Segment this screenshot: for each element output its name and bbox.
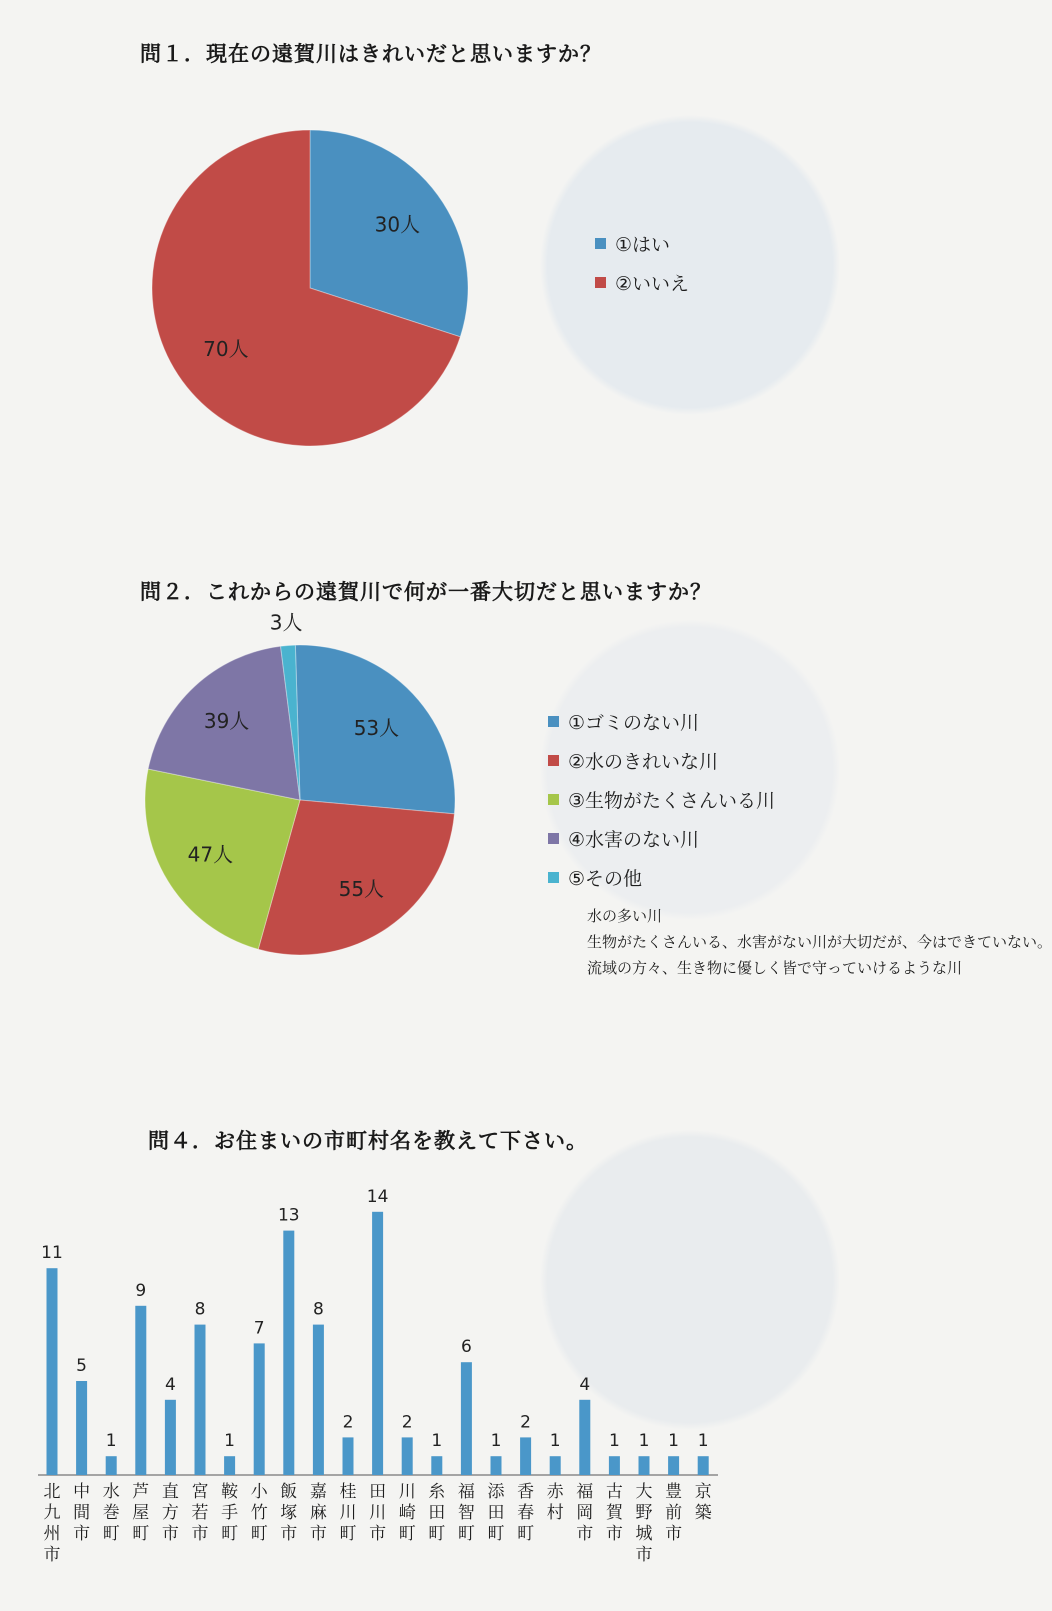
legend-swatch [548, 716, 559, 727]
bar-value-label: 1 [224, 1431, 236, 1452]
category-label: 飯塚市 [280, 1482, 298, 1544]
category-label: 嘉麻市 [309, 1482, 327, 1544]
pie-data-label: 47人 [187, 842, 234, 867]
bar [165, 1400, 176, 1475]
category-label: 田川市 [369, 1482, 387, 1544]
category-label: 北九州市 [43, 1482, 61, 1565]
legend-swatch [548, 794, 559, 805]
bar-value-label: 4 [579, 1374, 591, 1395]
bar [372, 1212, 383, 1475]
pie-data-label: 55人 [338, 876, 385, 901]
category-label: 香春町 [517, 1482, 535, 1544]
legend-item [548, 702, 775, 741]
legend-item [548, 780, 775, 819]
category-label: 直方市 [161, 1482, 179, 1544]
legend-label: ④水害のない川 [568, 829, 700, 851]
bar-value-label: 7 [253, 1318, 265, 1339]
legend-item [548, 819, 775, 858]
bar [195, 1325, 206, 1475]
legend-swatch [548, 755, 559, 766]
bar [431, 1456, 442, 1475]
legend-swatch [548, 872, 559, 883]
q1-legend [595, 224, 689, 302]
category-label: 京築 [694, 1482, 712, 1523]
bar [224, 1456, 235, 1475]
legend-swatch [548, 833, 559, 844]
bar [579, 1400, 590, 1475]
bar-value-label: 5 [76, 1356, 88, 1376]
bar [668, 1456, 679, 1475]
bar [550, 1456, 561, 1475]
legend-swatch [595, 277, 606, 288]
category-label: 桂川町 [339, 1482, 357, 1544]
bar-value-label: 1 [549, 1431, 561, 1452]
bar-value-label: 2 [520, 1412, 532, 1433]
legend-label: ②水のきれいな川 [568, 751, 719, 773]
bar-value-label: 1 [105, 1431, 117, 1452]
category-label: 糸田町 [428, 1482, 446, 1544]
category-label: 大野城市 [635, 1482, 653, 1565]
bar-value-label: 2 [342, 1412, 354, 1433]
q1-pie-chart [140, 118, 480, 458]
category-label: 川崎町 [398, 1482, 416, 1544]
other-note: 水の多い川 [587, 907, 663, 925]
q2-legend [548, 702, 775, 897]
legend-label: ②いいえ [615, 273, 690, 295]
bar-value-label: 1 [431, 1431, 443, 1452]
pie-data-label: 3人 [269, 610, 303, 635]
category-label: 添田町 [487, 1482, 505, 1544]
bar [76, 1381, 87, 1475]
bar-value-label: 1 [608, 1431, 620, 1452]
bar-value-label: 6 [460, 1337, 472, 1358]
pie-data-label: 70人 [203, 337, 249, 362]
bar-value-label: 9 [135, 1280, 147, 1301]
bar-value-label: 14 [366, 1186, 389, 1207]
category-label: 豊前市 [665, 1482, 683, 1544]
pie-data-label: 30人 [374, 212, 421, 237]
q2-pie-chart [130, 610, 470, 970]
bar-value-label: 8 [312, 1299, 324, 1320]
bar [639, 1456, 650, 1475]
q1-title: 問１．現在の遠賀川はきれいだと思いますか？ [140, 42, 602, 66]
legend-item [548, 741, 775, 780]
category-label: 福智町 [457, 1482, 475, 1544]
bar [313, 1325, 324, 1475]
bar-value-label: 13 [277, 1205, 300, 1226]
q2-title: 問２．これからの遠賀川で何が一番大切だと思いますか？ [140, 580, 712, 604]
bar-value-label: 11 [41, 1243, 63, 1264]
category-label: 宮若市 [191, 1482, 209, 1544]
bar-value-label: 4 [164, 1374, 176, 1395]
legend-item [595, 224, 689, 263]
legend-swatch [595, 238, 606, 249]
category-label: 芦屋町 [132, 1482, 150, 1544]
bar-value-label: 1 [638, 1431, 650, 1452]
bar-value-label: 1 [668, 1431, 680, 1452]
other-note: 流域の方々、生き物に優しく皆で守っていけるような川 [587, 959, 963, 977]
bar [47, 1268, 58, 1475]
q2-other-notes [587, 903, 1052, 981]
bar-value-label: 1 [697, 1431, 709, 1452]
category-label: 水巻町 [102, 1482, 120, 1544]
bar [609, 1456, 620, 1475]
category-label: 赤村 [546, 1482, 564, 1523]
bar [520, 1437, 531, 1475]
bar [491, 1456, 502, 1475]
legend-label: ①はい [615, 234, 671, 256]
bar [698, 1456, 709, 1475]
pie-data-label: 39人 [203, 708, 250, 733]
category-label: 小竹町 [250, 1482, 268, 1544]
category-label: 古賀市 [605, 1482, 623, 1544]
other-note: 生物がたくさんいる、水害がない川が大切だが、今はできていない。 [587, 933, 1052, 951]
bar [106, 1456, 117, 1475]
bar-value-label: 2 [401, 1412, 413, 1433]
q4-bar-chart [0, 1170, 1000, 1480]
legend-label: ⑤その他 [568, 868, 643, 890]
bar [283, 1231, 294, 1475]
legend-label: ①ゴミのない川 [568, 712, 700, 734]
bar-value-label: 8 [194, 1299, 206, 1320]
bar [135, 1306, 146, 1475]
bar [461, 1362, 472, 1475]
category-label: 福岡市 [576, 1482, 594, 1544]
bar [254, 1343, 265, 1475]
bar [343, 1437, 354, 1475]
bar-value-label: 1 [490, 1431, 502, 1452]
legend-item [595, 263, 689, 302]
legend-item [548, 858, 775, 897]
pie-data-label: 53人 [353, 715, 400, 740]
bar [402, 1437, 413, 1475]
category-label: 中間市 [73, 1482, 91, 1544]
q4-title: 問４．お住まいの市町村名を教えて下さい。 [148, 1129, 588, 1153]
category-label: 鞍手町 [221, 1482, 239, 1544]
legend-label: ③生物がたくさんいる川 [568, 790, 776, 812]
